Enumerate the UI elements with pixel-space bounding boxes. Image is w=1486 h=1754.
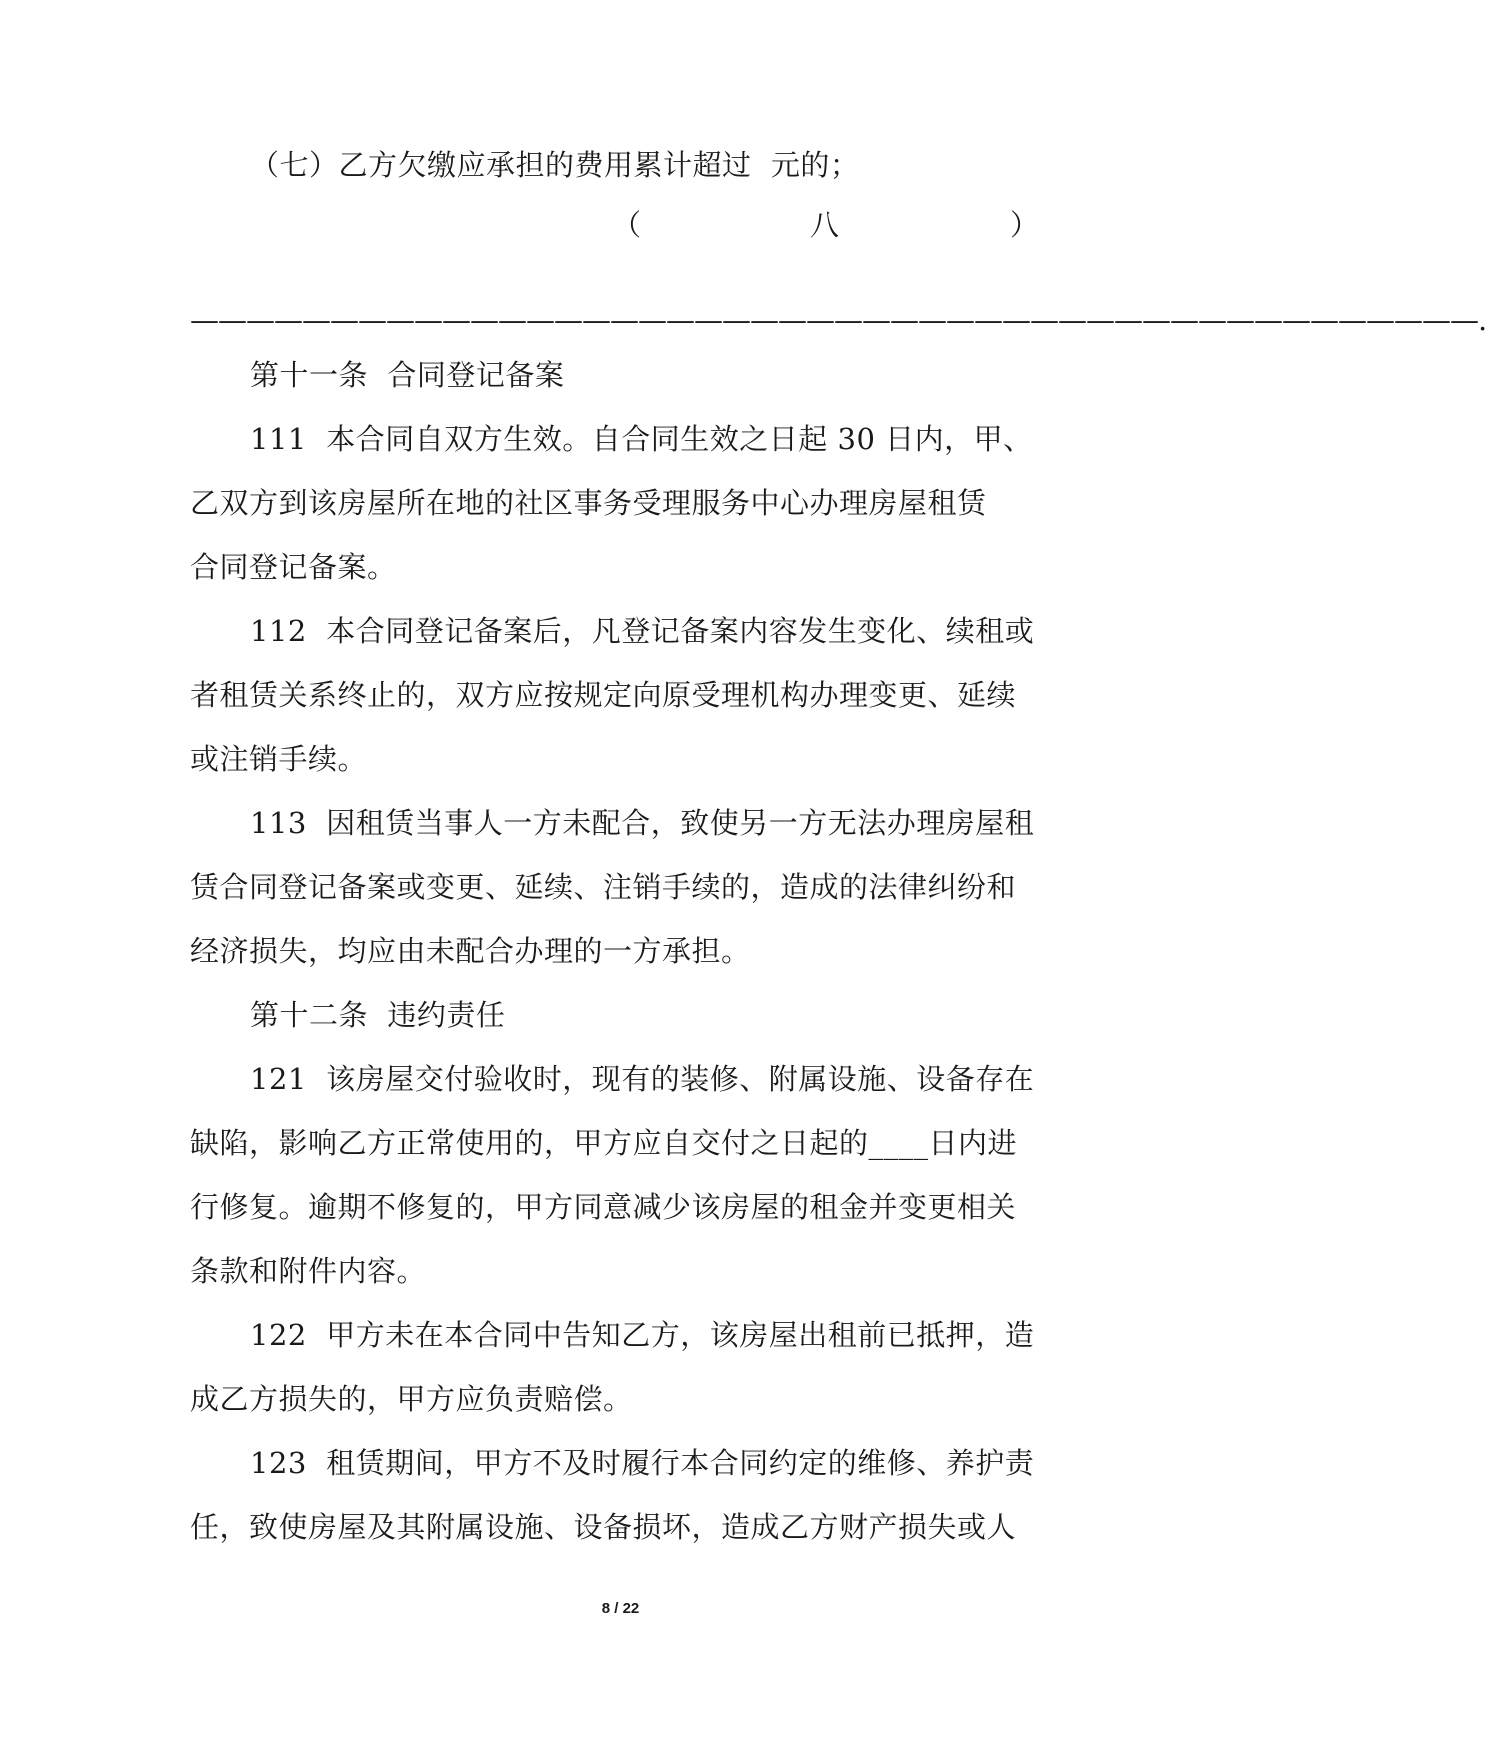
clause-122-line-1: 122 甲方未在本合同中告知乙方，该房屋出租前已抵押，造 xyxy=(250,1318,1035,1352)
clause-item-eight-open-paren: （ xyxy=(612,208,642,242)
clause-112-line-1: 112 本合同登记备案后，凡登记备案内容发生变化、续租或 xyxy=(250,614,1035,648)
clause-113-line-2: 赁合同登记备案或变更、延续、注销手续的，造成的法律纠纷和 xyxy=(190,870,1017,904)
clause-121-line-4: 条款和附件内容。 xyxy=(190,1254,427,1288)
clause-112-line-3: 或注销手续。 xyxy=(190,742,368,776)
clause-item-eight-number: 八 xyxy=(810,208,840,242)
clause-121-line-3: 行修复。逾期不修复的，甲方同意减少该房屋的租金并变更相关 xyxy=(190,1190,1017,1224)
clause-121-line-2: 缺陷，影响乙方正常使用的，甲方应自交付之日起的____日内进 xyxy=(190,1126,1018,1160)
clause-item-eight-close-paren: ） xyxy=(1010,208,1040,242)
clause-123-line-2: 任，致使房屋及其附属设施、设备损坏，造成乙方财产损失或人 xyxy=(190,1510,1017,1544)
clause-112-line-2: 者租赁关系终止的，双方应按规定向原受理机构办理变更、延续 xyxy=(190,678,1017,712)
clause-121-line-1: 121 该房屋交付验收时，现有的装修、附属设施、设备存在 xyxy=(250,1062,1035,1096)
clause-item-seven: （七）乙方欠缴应承担的费用累计超过 元的； xyxy=(250,148,860,182)
clause-113-line-1: 113 因租赁当事人一方未配合，致使另一方无法办理房屋租 xyxy=(250,806,1035,840)
clause-111-line-3: 合同登记备案。 xyxy=(190,550,397,584)
article-12-heading: 第十二条 违约责任 xyxy=(250,998,506,1032)
page-number: 8 / 22 xyxy=(601,1600,640,1617)
clause-111-line-1: 111 本合同自双方生效。自合同生效之日起 30 日内，甲、 xyxy=(250,422,1033,456)
blank-fill-line: ——————————————————————————————————————————————. xyxy=(190,303,1486,337)
clause-111-line-2: 乙双方到该房屋所在地的社区事务受理服务中心办理房屋租赁 xyxy=(190,486,987,520)
clause-113-line-3: 经济损失，均应由未配合办理的一方承担。 xyxy=(190,934,751,968)
article-11-heading: 第十一条 合同登记备案 xyxy=(250,358,565,392)
clause-122-line-2: 成乙方损失的，甲方应负责赔偿。 xyxy=(190,1382,633,1416)
clause-123-line-1: 123 租赁期间，甲方不及时履行本合同约定的维修、养护责 xyxy=(250,1446,1035,1480)
